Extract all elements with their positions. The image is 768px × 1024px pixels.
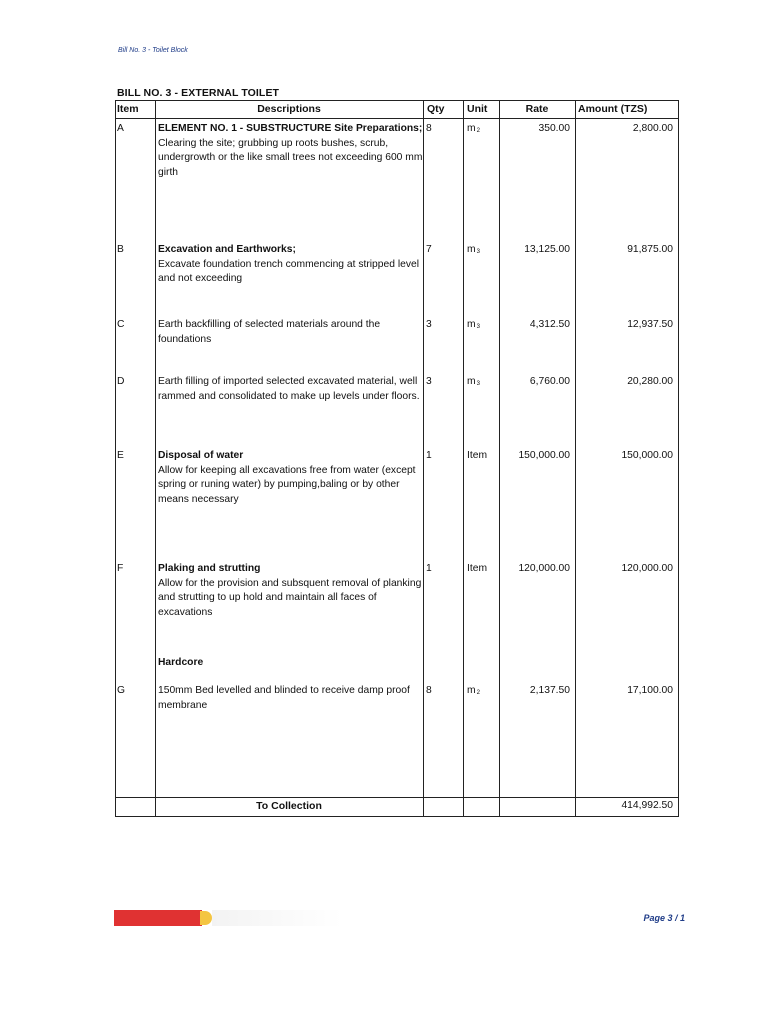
row-description [158, 562, 423, 620]
row-title: Excavation and Earthworks; [158, 244, 296, 255]
column-header-unit: Unit [467, 103, 488, 115]
row-description [158, 449, 423, 507]
footer-fade-strip [212, 910, 342, 926]
column-header-descriptions: Descriptions [257, 103, 321, 115]
table-bottom-border [115, 816, 679, 817]
row-body: Allow for keeping all excavations free from water (except spring or runing water) by pumping,baling or by other means necessary [158, 464, 416, 505]
table-top-border [115, 100, 679, 101]
row-body: Clearing the site; grubbing up roots bushes, scrub, undergrowth or the like small trees not exceeding 600 mm girth [158, 137, 423, 178]
column-header-amount: Amount (TZS) [578, 103, 648, 115]
row-item: G [117, 685, 126, 696]
row-amount: 120,000.00 [621, 563, 673, 574]
row-body: 150mm Bed levelled and blinded to receive damp proof membrane [158, 685, 410, 711]
row-item: C [117, 319, 125, 330]
row-body: Earth backfilling of selected materials around the foundations [158, 319, 381, 345]
row-unit: Item [467, 450, 488, 461]
header-reference: Bill No. 3 - Toilet Block [118, 47, 188, 54]
table-total-border [115, 797, 679, 798]
row-amount: 2,800.00 [632, 123, 673, 134]
row-unit: $m_3$ [467, 319, 480, 330]
row-rate: 6,760.00 [529, 376, 570, 387]
row-title: ELEMENT NO. 1 - SUBSTRUCTURE Site Preparations; [158, 123, 423, 134]
row-rate: 2,137.50 [529, 685, 570, 696]
row-rate: 150,000.00 [518, 450, 570, 461]
footer-yellow-tip [200, 911, 212, 925]
row-item: E [117, 450, 124, 461]
row-body: Earth filling of imported selected excavated material, well rammed and consolidated to make up levels under floors. [158, 376, 420, 402]
row-amount: 17,100.00 [627, 685, 673, 696]
table-header-border [115, 118, 679, 119]
col-divider [678, 100, 679, 817]
row-body: Allow for the provision and subsquent removal of planking and strutting to up hold and maintain all faces of excavations [158, 577, 422, 618]
row-rate: 4,312.50 [529, 319, 570, 330]
bill-title: BILL NO. 3 - EXTERNAL TOILET [117, 87, 280, 99]
row-item: F [117, 563, 124, 574]
total-label: To Collection [256, 800, 322, 812]
row-description [158, 684, 423, 713]
column-header-item: Item [117, 103, 139, 115]
row-qty: 8 [426, 685, 432, 696]
row-unit: $m_3$ [467, 376, 480, 387]
row-title: Disposal of water [158, 450, 244, 461]
column-header-qty: Qty [427, 103, 445, 115]
section-heading-hardcore: Hardcore [158, 657, 204, 668]
row-description [158, 122, 423, 180]
col-divider [463, 100, 464, 817]
row-description [158, 243, 423, 287]
total-amount: 414,992.50 [621, 800, 673, 811]
footer-red-bar [114, 910, 202, 926]
column-header-rate: Rate [525, 103, 549, 115]
row-unit: $m_2$ [467, 685, 480, 696]
row-body: Excavate foundation trench commencing at stripped level and not exceeding [158, 258, 420, 284]
row-qty: 3 [426, 319, 432, 330]
row-amount: 91,875.00 [627, 244, 673, 255]
col-divider [115, 100, 116, 817]
row-rate: 13,125.00 [524, 244, 570, 255]
row-amount: 150,000.00 [621, 450, 673, 461]
row-rate: 350.00 [538, 123, 570, 134]
row-description [158, 375, 423, 404]
row-qty: 3 [426, 376, 432, 387]
row-unit: $m_2$ [467, 123, 480, 134]
row-qty: 8 [426, 123, 432, 134]
row-item: D [117, 376, 125, 387]
row-unit: $m_3$ [467, 244, 480, 255]
row-item: A [117, 123, 124, 134]
page-number: Page 3 / 1 [643, 913, 685, 923]
row-amount: 12,937.50 [627, 319, 673, 330]
row-unit: Item [467, 563, 488, 574]
row-title: Plaking and strutting [158, 563, 261, 574]
row-amount: 20,280.00 [627, 376, 673, 387]
row-qty: 1 [426, 450, 432, 461]
col-divider [155, 100, 156, 817]
row-item: B [117, 244, 124, 255]
col-divider [423, 100, 424, 817]
row-qty: 1 [426, 563, 432, 574]
row-qty: 7 [426, 244, 432, 255]
row-rate: 120,000.00 [518, 563, 570, 574]
row-description [158, 318, 423, 347]
